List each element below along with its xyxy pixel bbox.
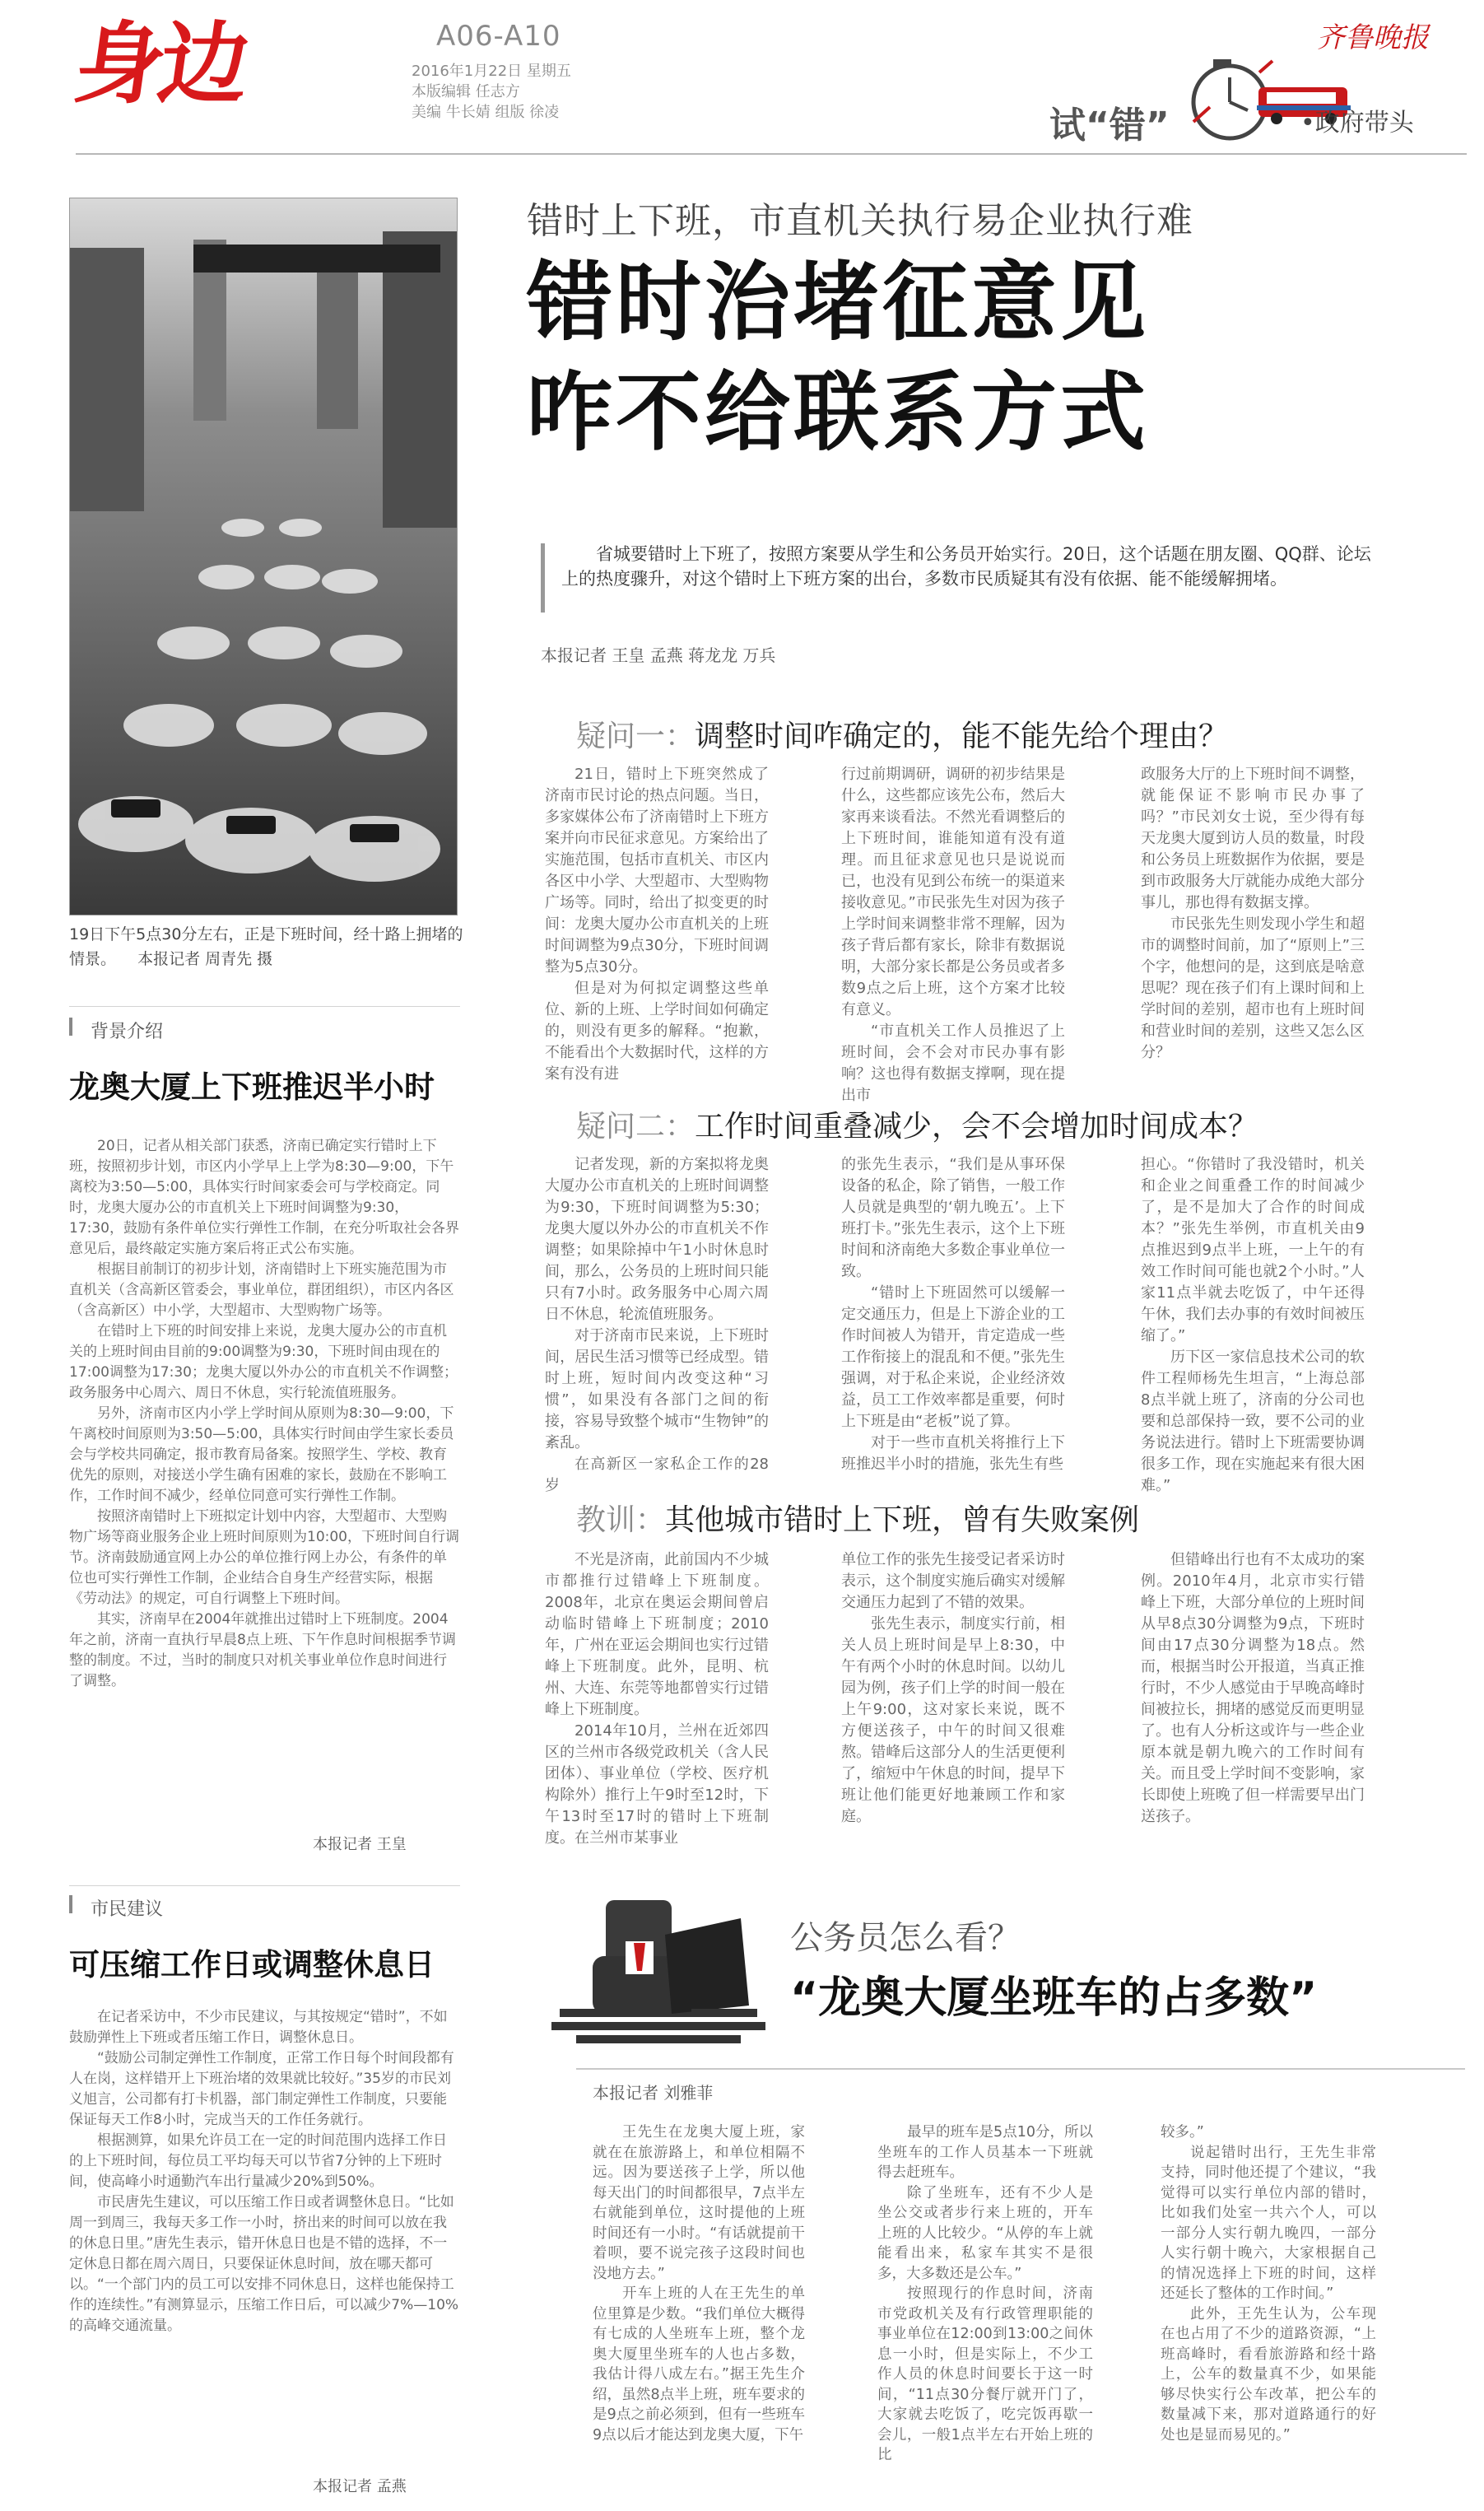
lesson-title: 其他城市错时上下班，曾有失败案例 (665, 1503, 1140, 1537)
q1-paragraph: “市直机关工作人员推迟了上班时间，会不会对市民办事有影响？这也得有数据支撑啊，现在提出市 (841, 1023, 1065, 1104)
office-worker-illustration (527, 1885, 774, 2058)
q2-paragraph: 历下区一家信息技术公司的软件工程师杨先生坦言，“上海总部8点半就上班了，济南的分公司也要和总部保持一致，要不公司的业务说法进行。错时上下班需要协调很多工作，现在实施起来有很大困难。” (1141, 1349, 1365, 1494)
civil-paragraph: 说起错时出行，王先生非常支持，同时他还提了个建议，“我觉得可以实行单位内部的错时，比如我们处室一共六个人，可以一部分人实行朝九晚四，一部分人实行朝十晚六，大家根据自己的情况选择上下班的时间，这样还延长了整体的工作时间。” (1161, 2144, 1376, 2302)
civil-servant-rule (576, 2068, 1465, 2070)
question-1-title: 调整时间咋确定的，能不能先给个理由？ (695, 720, 1229, 753)
q2-paragraph: 对于一些市直机关将推行上下班推迟半小时的措施，张先生有些 (841, 1434, 1065, 1473)
lesson-heading (576, 1497, 1139, 1539)
lesson-column-1 (545, 1549, 769, 1849)
sidebar2-paragraph: 在记者采访中，不少市民建议，与其按规定“错时”，不如鼓励弹性上下班或者压缩工作日，调整休息日。 (69, 2009, 448, 2046)
lede-bar (541, 543, 545, 613)
lesson-paragraph: 2014年10月，兰州在近郊四区的兰州市各级党政机关（含人民团体）、事业单位（学校、医疗机构除外）推行上午9时至12时，下午13时至17时的错时上下班制度。在兰州市某事业 (545, 1722, 769, 1847)
q2-column-1 (545, 1154, 769, 1497)
q2-paragraph: 的张先生表示，“我们是从事环保设备的私企，除了销售，一般工作人员就是典型的‘朝九晚五’。上下班打卡。”张先生表示，这个上下班时间和济南绝大多数企事业单位一致。 (841, 1156, 1065, 1280)
sidebar2-paragraph: 市民唐先生建议，可以压缩工作日或者调整休息日。“比如周一到周三，我每天多工作一小时，挤出来的时间可以放在我的休息日里。”唐先生表示，错开休息日也是不错的选择，不一定休息日都在周六周日，只要保证休息时间，放在哪天都可以。“一个部门内的员工可以安排不同休息日，这样也能保持工作的连续性。”有测算显示，压缩工作日后，可以减少7%—10%的高峰交通流量。 (69, 2194, 459, 2334)
series-title: 试“错” (1049, 105, 1170, 147)
sidebar2-title: 可压缩工作日或调整休息日 (69, 1947, 435, 1982)
civil-servant-kicker: 公务员怎么看？ (790, 1919, 1021, 1957)
sidebar2-byline: 本报记者 孟燕 (313, 2478, 407, 2495)
civil-column-2 (877, 2122, 1093, 2466)
civil-paragraph: 除了坐班车，还有不少人是坐公交或者步行来上班的，开车上班的人比较少。“从停的车上就能看出来，私家车其实不是很多，大多数还是公车。” (877, 2184, 1093, 2282)
civil-servant-title: “龙奥大厦坐班车的占多数” (790, 1973, 1318, 2023)
q2-column-3 (1141, 1154, 1365, 1497)
q2-paragraph: 对于济南市民来说，上下班时间，居民生活习惯等已经成型。错时上班，短时间内改变这种“习惯”，如果没有各部门之间的衔接，容易导致整个城市“生物钟”的紊乱。 (545, 1327, 769, 1451)
issue-meta (412, 61, 571, 123)
question-2-lead: 疑问二： (576, 1110, 695, 1144)
series-subtitle: •政府带头 (1300, 109, 1414, 137)
sidebar1-byline: 本报记者 王皇 (313, 1836, 407, 1853)
civil-paragraph: 王先生在龙奥大厦上班，家就在在旅游路上，和单位相隔不远。因为要送孩子上学，所以他每天出门的时间都很早，7点半左右就能到单位，这时提他的上班时间还有一小时。“有话就提前干着呗，要不说完孩子这段时间也没地方去。” (593, 2124, 805, 2282)
question-2-heading (576, 1103, 1258, 1145)
sidebar2-rule (69, 1885, 460, 1886)
sidebar1-title: 龙奥大厦上下班推迟半小时 (69, 1069, 435, 1105)
sidebar1-paragraph: 另外，济南市区内小学上学时间从原则为8:30—9:00，下午离校时间原则为3:50—5:00，具体实行时间由学生家长委员会与学校共同确定，报市教育局备案。按照学生、学校、教育优先的原则，对接送小学生确有困难的家长，鼓励在不影响工作，工作时间不减少，经单位同意可实行弹性工作制。 (69, 1405, 454, 1504)
headline-line-2: 咋不给联系方式 (527, 362, 1150, 463)
lesson-paragraph: 不光是济南，此前国内不少城市都推行过错峰上下班制度。2008年，北京在奥运会期间曾启动临时错峰上下班制度；2010年，广州在亚运会期间也实行过错峰上下班制度。此外，昆明、杭州、大连、东莞等地都曾实行过错峰上下班制度。 (545, 1551, 769, 1718)
q1-paragraph: 但是对为何拟定调整这些单位、新的上班、上学时间如何确定的，则没有更多的解释。“抱歉，不能看出个大数据时代，这样的方案有没有进 (545, 980, 769, 1083)
lesson-column-2 (841, 1549, 1065, 1828)
masthead-rule (76, 153, 1467, 155)
civil-column-1 (593, 2122, 805, 2445)
question-1-heading (576, 713, 1228, 755)
question-1-lead: 疑问一： (576, 720, 695, 753)
lesson-paragraph: 单位工作的张先生接受记者采访时表示，这个制度实施后确实对缓解交通压力起到了不错的效果。 (841, 1551, 1065, 1611)
q2-paragraph: 担心。“你错时了我没错时，机关和企业之间重叠工作的时间减少了，是不是加大了合作的时间成本？”张先生举例，市直机关由9点推迟到9点半上班，一上午的有效工作时间可能也就2个小时。”人家11点半就去吃饭了，中午还得午休，我们去办事的有效时间被压缩了。” (1141, 1156, 1365, 1344)
q1-paragraph: 行过前期调研，调研的初步结果是什么，这些都应该先公布，然后大家再来谈看法。不然光看调整后的上下班时间，谁能知道有没有道理。而且征求意见也只是说说而已，也没有见到公布统一的渠道来接收意见。”市民张先生对因为孩子上学时间来调整非常不理解，因为孩子背后都有家长，除非有数据说明，大部分家长都是公务员或者多数9点之后上班，这个方案才比较有意义。 (841, 766, 1065, 1018)
design-line: 美编 牛长婧 组版 徐凌 (412, 104, 560, 121)
sidebar2-paragraph: 根据测算，如果允许员工在一定的时间范围内选择工作日的上下班时间，每位员工平均每天可以节省7分钟的上下班时间，使高峰小时通勤汽车出行量减少20%到50%。 (69, 2132, 447, 2190)
sidebar2-paragraph: “鼓励公司制定弹性工作制度，正常工作日每个时间段都有人在岗，这样错开上下班治堵的效果就比较好。”35岁的市民刘义旭言，公司都有打卡机器，部门制定弹性工作制度，只要能保证每天工作8小时，完成当天的工作任务就行。 (69, 2050, 454, 2128)
q1-column-3 (1141, 764, 1365, 1064)
q2-column-2 (841, 1154, 1065, 1475)
civil-column-3 (1161, 2122, 1376, 2445)
sidebar2-body (69, 2007, 460, 2336)
q1-column-2 (841, 764, 1065, 1106)
article-byline: 本报记者 王皇 孟燕 蒋龙龙 万兵 (541, 645, 776, 665)
q2-paragraph: 记者发现，新的方案拟将龙奥大厦办公市直机关的上班时间调整为9:30，下班时间调整为5:30；龙奥大厦以外办公的市直机关不作调整；如果除掉中午1小时休息时间，那么，公务员的上班时间只能只有7小时。政务服务中心周六周日不休息，轮流值班服务。 (545, 1156, 769, 1323)
sidebar1-paragraph: 根据目前制订的初步计划，济南错时上下班实施范围为市直机关（含高新区管委会，事业单位，群团组织），市区内各区（含高新区）中小学，大型超市、大型购物广场等。 (69, 1261, 454, 1319)
caption-text: 19日下午5点30分左右，正是下班时间，经十路上拥堵的情景。 (69, 925, 463, 968)
civil-paragraph: 此外，王先生认为，公车现在也占用了不少的道路资源，“上班高峰时，看看旅游路和经十路上，公车的数量真不少，如果能够尽快实行公车改革，把公车的数量减下来，那对道路通行的好处也是显而易见的。” (1161, 2305, 1376, 2443)
lesson-column-3 (1141, 1549, 1365, 1828)
sidebar1-paragraph: 其实，济南早在2004年就推出过错时上下班制度。2004年之前，济南一直执行早晨8点上班、下午作息时间根据季节调整的制度。不过，当时的制度只对机关事业单位作息时间进行了调整。 (69, 1611, 456, 1689)
lesson-paragraph: 但错峰出行也有不太成功的案例。2010年4月，北京市实行错峰上下班，大部分单位的上班时间从早8点30分调整为9点，下班时间由17点30分调整为18点。然而，根据当时公开报道，当真正推行时，不少人感觉由于早晚高峰时间被拉长，拥堵的感觉反而更明显了。也有人分析这或许与一些企业原本就是朝九晚六的工作时间有关。而且受上学时间不变影响，家长即使上班晚了但一样需要早出门送孩子。 (1141, 1551, 1365, 1825)
lesson-lead: 教训： (576, 1503, 666, 1537)
q1-column-1 (545, 764, 769, 1085)
traffic-photo (69, 198, 458, 915)
q2-paragraph: “错时上下班固然可以缓解一定交通压力，但是上下游企业的工作时间被人为错开，肯定造成一些工作衔接上的混乱和不便。”张先生强调，对于私企来说，企业经济效益，员工工作效率都是重要，何时上下班是由“老板”说了算。 (841, 1284, 1065, 1430)
q1-paragraph: 政服务大厅的上下班时间不调整，就能保证不影响市民办事了吗？”市民刘女士说，至少得有每天龙奥大厦到访人员的数量，时段和公务员上班数据作为依据，要是到市政服务大厅就能办成绝大部分事儿，那也得有数据支撑。 (1141, 766, 1365, 911)
photo-credit: 本报记者 周青先 摄 (137, 950, 273, 968)
date-line: 2016年1月22日 星期五 (412, 63, 571, 80)
headline-line-1: 错时治堵征意见 (527, 252, 1150, 352)
civil-paragraph: 开车上班的人在王先生的单位里算是少数。“我们单位大概得有七成的人坐班车上班，整个龙奥大厦里坐班车的人也占多数，我估计得八成左右。”据王先生介绍，虽然8点半上班，班车要求的是9点之前必须到，但有一些班车9点以后才能达到龙奥大厦，下午 (593, 2285, 805, 2443)
photo-caption (69, 922, 464, 971)
article-headline (527, 247, 1149, 468)
editor-line: 本版编辑 任志方 (412, 83, 520, 100)
section-logo: 身边 (68, 13, 251, 116)
article-kicker: 错时上下班，市直机关执行易企业执行难 (527, 200, 1193, 242)
q1-paragraph: 21日，错时上下班突然成了济南市民讨论的热点问题。当日，多家媒体公布了济南错时上下班方案并向市民征求意见。方案给出了实施范围，包括市直机关、市区内各区中小学、大型超市、大型购物广场等。同时，给出了拟变更的时间：龙奥大厦办公市直机关的上班时间调整为9点30分，下班时间调整为5点30分。 (545, 766, 769, 976)
civil-servant-byline: 本报记者 刘雅菲 (593, 2083, 714, 2103)
traffic-jam-illustration (70, 198, 457, 915)
paper-name: 齐鲁晚报 (1317, 21, 1429, 54)
page-range: A06-A10 (436, 20, 561, 53)
sidebar1-paragraph: 20日，记者从相关部门获悉，济南已确定实行错时上下班，按照初步计划，市区内小学早上上学为8:30—9:00，下午离校为3:50—5:00，具体实行时间家委会可与学校商定。同时，龙奥大厦办公的市直机关上下班时间调整为9:30，17:30，鼓励有条件单位实行弹性工作制，在充分听取社会各界意见后，最终敲定实施方案后将正式公布实施。 (69, 1138, 459, 1257)
sidebar1-rule (69, 1006, 460, 1007)
q2-paragraph: 在高新区一家私企工作的28岁 (545, 1456, 769, 1494)
sidebar1-paragraph: 按照济南错时上下班拟定计划中内容，大型超市、大型购物广场等商业服务企业上班时间原则为10:00，下班时间自行调节。济南鼓励通宣网上办公的单位推行网上办公，有条件的单位也可实行弹性工作制，企业结合自身生产经营实际，根据《劳动法》的规定，可自行调整上下班时间。 (69, 1508, 459, 1607)
sidebar1-label: 背景介绍 (69, 1018, 456, 1043)
article-lede: 省城要错时上下班了，按照方案要从学生和公务员开始实行。20日，这个话题在朋友圈、QQ群、论坛上的热度骤升，对这个错时上下班方案的出台，多数市民质疑其有没有依据、能不能缓解拥堵。 (561, 544, 1371, 589)
civil-paragraph: 最早的班车是5点10分，所以坐班车的工作人员基本一下班就得去赶班车。 (877, 2124, 1093, 2181)
q1-paragraph: 市民张先生则发现小学生和超市的调整时间前，加了“原则上”三个字，他想问的是，这到底是啥意思呢？现在孩子们有上课时间和上学时间的差别，超市也有上班时间和营业时间的差别，这些又怎么区分？ (1141, 915, 1365, 1061)
lesson-paragraph: 张先生表示，制度实行前，相关人员上班时间是早上8:30，中午有两个小时的休息时间。以幼儿园为例，孩子们上学的时间一般在上午9:00，这对家长来说，既不方便送孩子，中午的时间又很难熬。错峰后这部分人的生活更便利了，缩短中午休息的时间，提早下班让他们能更好地兼顾工作和家庭。 (841, 1615, 1065, 1825)
question-2-title: 工作时间重叠减少，会不会增加时间成本？ (695, 1110, 1258, 1144)
sidebar2-label: 市民建议 (69, 1895, 456, 1921)
sidebar1-body (69, 1136, 460, 1692)
sidebar1-paragraph: 在错时上下班的时间安排上来说，龙奥大厦办公的市直机关的上班时间由目前的9:00调整为9:30，下班时间由现在的17:00调整为17:30；龙奥大厦以外办公的市直机关不作调整；政务服务中心周六、周日不休息，实行轮流值班服务。 (69, 1323, 458, 1401)
civil-paragraph: 较多。” (1161, 2124, 1204, 2141)
civil-paragraph: 按照现行的作息时间，济南市党政机关及有行政管理职能的事业单位在12:00到13:00之间休息一小时，但是实际上，不少工作人员的休息时间要长于这一时间，“11点30分餐厅就开门了，大家就去吃饭了，吃完饭再歇一会儿，一般1点半左右开始上班的比 (877, 2285, 1093, 2463)
